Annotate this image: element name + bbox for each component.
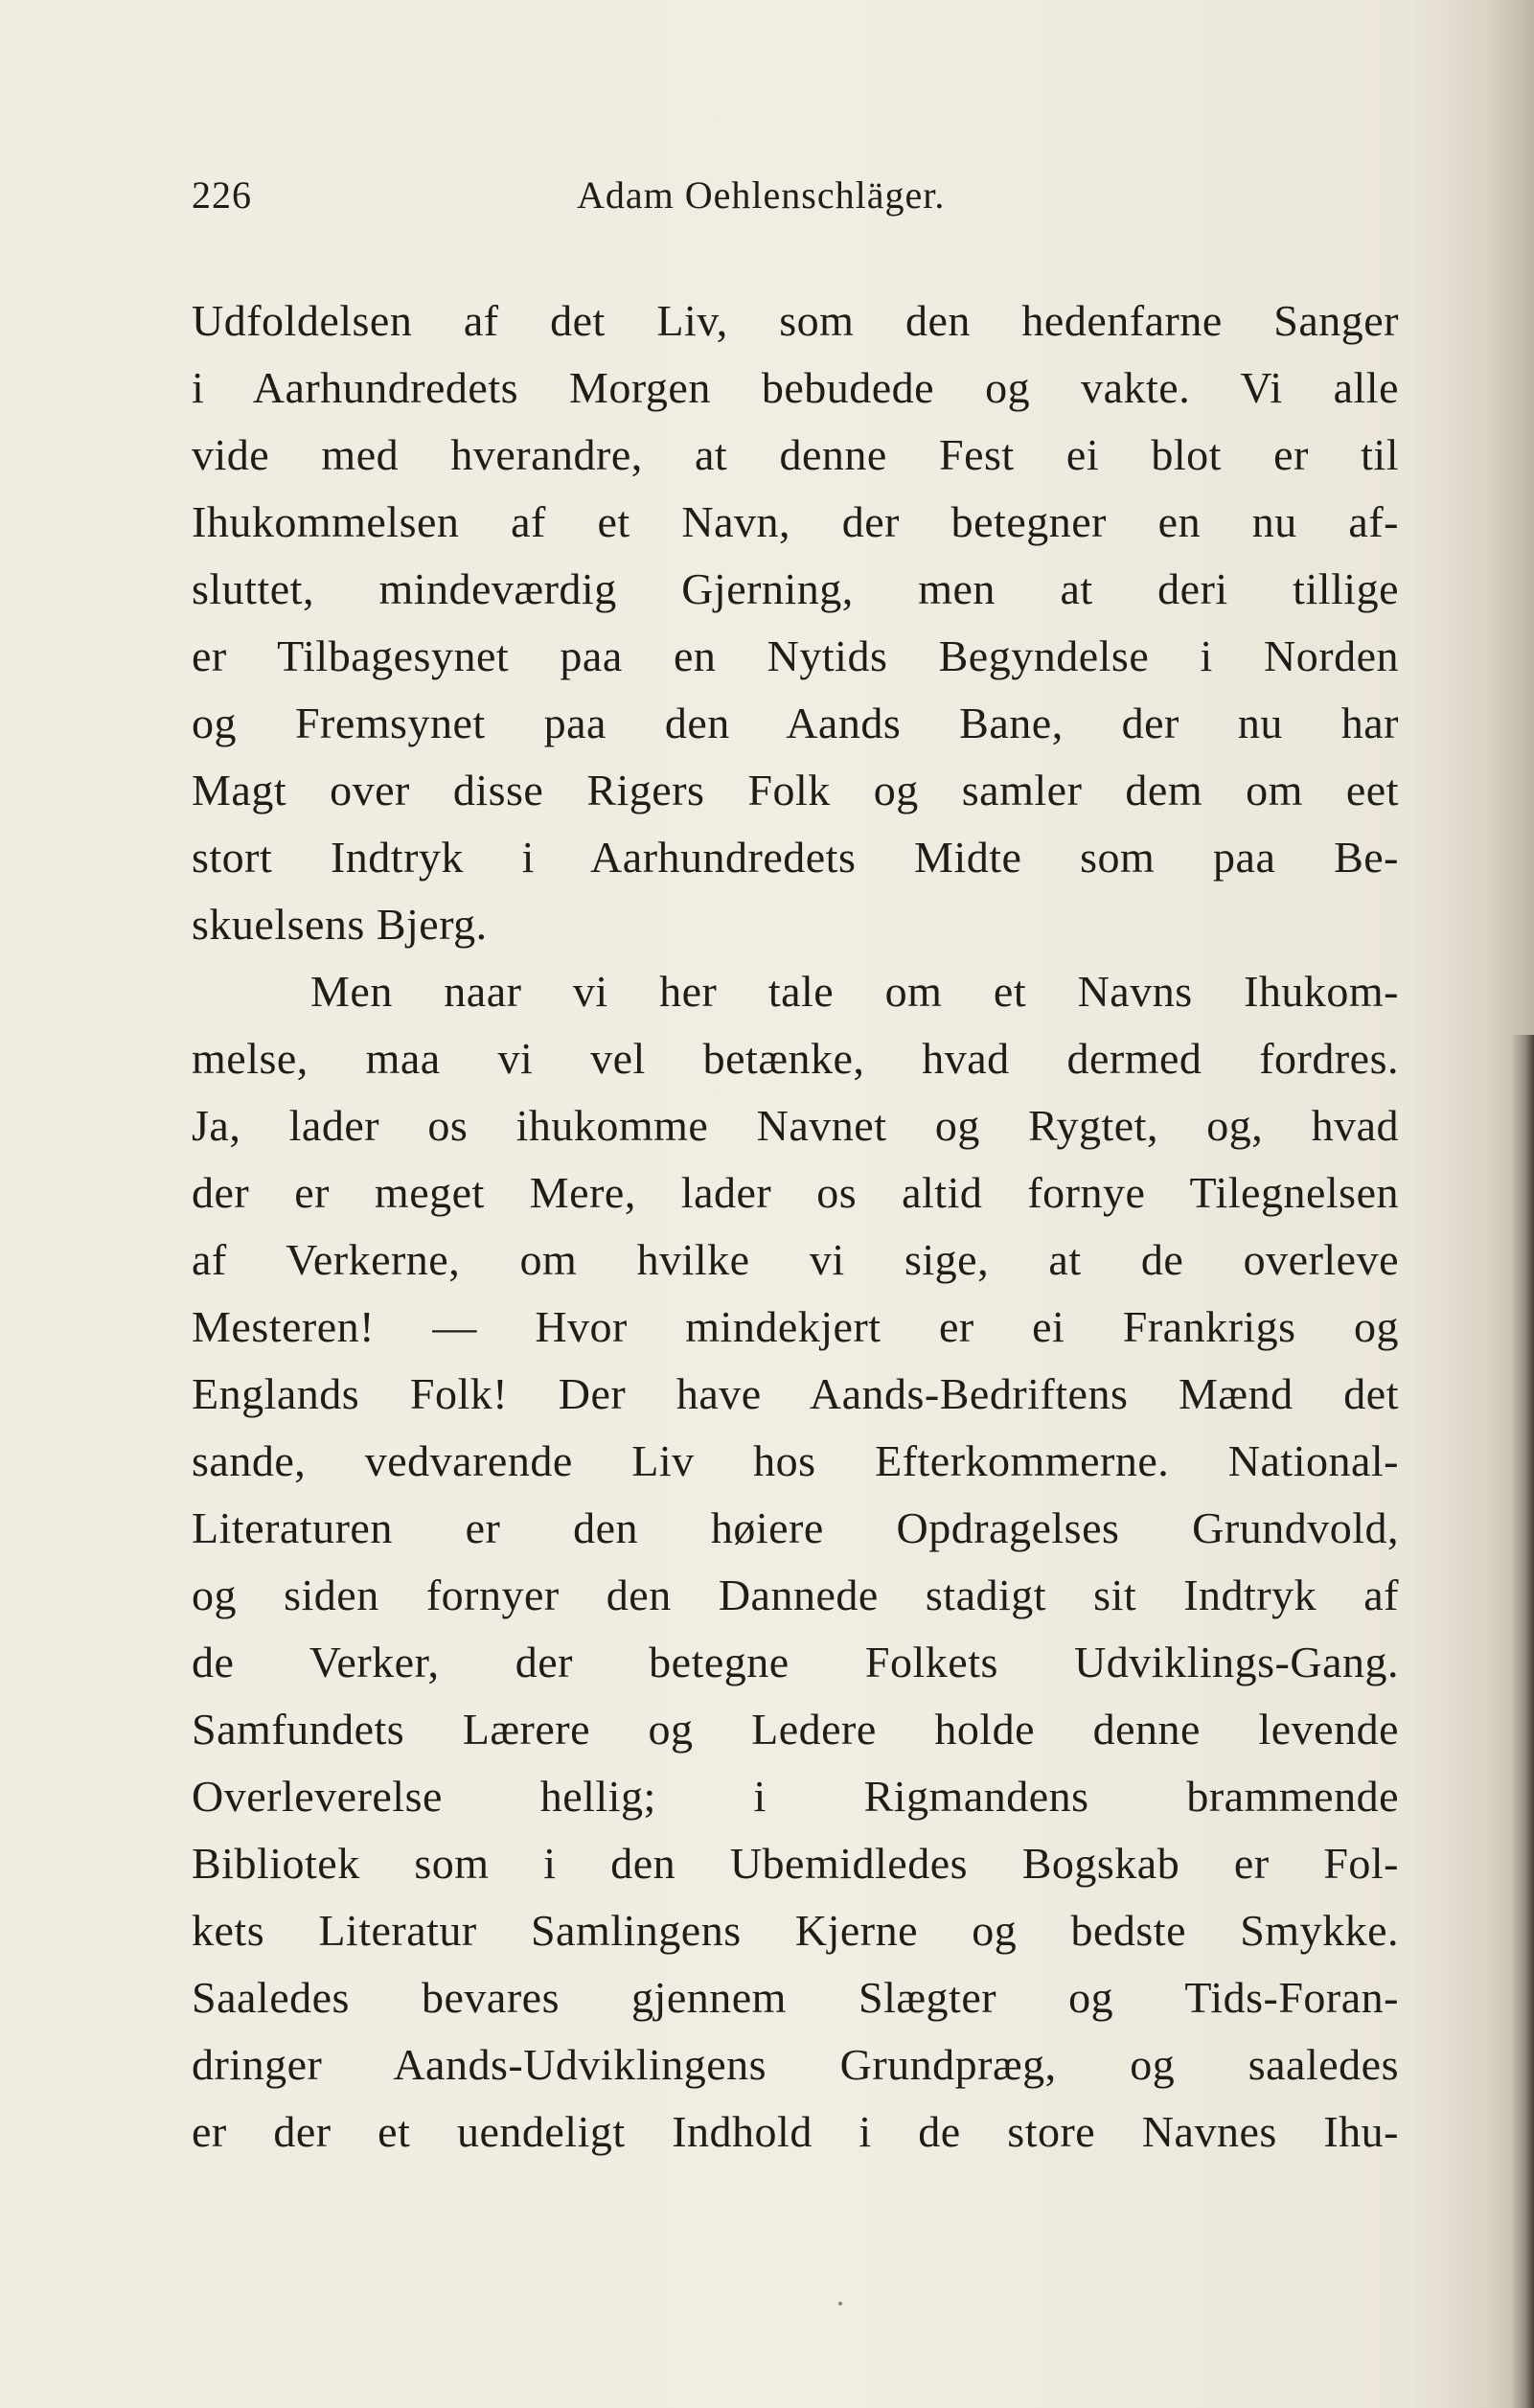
text-line: og Fremsynet paa den Aands Bane, der nu har bbox=[192, 699, 1399, 747]
text-line: sande, vedvarende Liv hos Efterkommerne. National- bbox=[192, 1436, 1399, 1485]
body-text bbox=[192, 287, 1399, 2166]
text-line: af Verkerne, om hvilke vi sige, at de overleve bbox=[192, 1235, 1399, 1284]
page-edge-shadow bbox=[1511, 1035, 1534, 2408]
text-line: Magt over disse Rigers Folk og samler dem om eet bbox=[192, 766, 1399, 814]
text-line: Englands Folk! Der have Aands-Bedriftens Mænd det bbox=[192, 1369, 1399, 1418]
text-line: er Tilbagesynet paa en Nytids Begyndelse i Norden bbox=[192, 631, 1399, 680]
text-line: stort Indtryk i Aarhundredets Midte som paa Be- bbox=[192, 833, 1399, 882]
page-number: 226 bbox=[192, 173, 252, 217]
text-line: Saaledes bevares gjennem Slægter og Tids-Foran- bbox=[192, 1973, 1399, 2022]
paper-speck bbox=[838, 2302, 842, 2305]
text-line: kets Literatur Samlingens Kjerne og bedste Smykke. bbox=[192, 1906, 1399, 1955]
running-title: Adam Oehlenschläger. bbox=[577, 173, 946, 217]
text-line: Ja, lader os ihukomme Navnet og Rygtet, og, hvad bbox=[192, 1101, 1399, 1150]
text-line: Overleverelse hellig; i Rigmandens brammende bbox=[192, 1772, 1399, 1821]
text-line: i Aarhundredets Morgen bebudede og vakte. Vi alle bbox=[192, 363, 1399, 412]
text-line: skuelsens Bjerg. bbox=[192, 900, 488, 949]
text-line: Literaturen er den høiere Opdragelses Grundvold, bbox=[192, 1503, 1399, 1552]
paragraph-start-line: Men naar vi her tale om et Navns Ihukom- bbox=[310, 967, 1399, 1016]
text-line: Bibliotek som i den Ubemidledes Bogskab er Fol- bbox=[192, 1839, 1399, 1888]
text-line: Samfundets Lærere og Ledere holde denne levende bbox=[192, 1705, 1399, 1754]
page-header bbox=[192, 172, 1399, 230]
text-line: melse, maa vi vel betænke, hvad dermed fordres. bbox=[192, 1034, 1399, 1083]
text-line: Ihukommelsen af et Navn, der betegner en nu af- bbox=[192, 497, 1399, 546]
text-line: Mesteren! — Hvor mindekjert er ei Frankrigs og bbox=[192, 1302, 1399, 1351]
text-line: Udfoldelsen af det Liv, som den hedenfarne Sanger bbox=[192, 296, 1399, 345]
text-line: der er meget Mere, lader os altid fornye Tilegnelsen bbox=[192, 1168, 1399, 1217]
text-line: er der et uendeligt Indhold i de store Navnes Ihu- bbox=[192, 2107, 1399, 2156]
text-line: sluttet, mindeværdig Gjerning, men at deri tillige bbox=[192, 564, 1399, 613]
text-line: dringer Aands-Udviklingens Grundpræg, og saaledes bbox=[192, 2040, 1399, 2089]
text-line: de Verker, der betegne Folkets Udviklings-Gang. bbox=[192, 1638, 1399, 1686]
text-line: vide med hverandre, at denne Fest ei blot er til bbox=[192, 430, 1399, 479]
text-line: og siden fornyer den Dannede stadigt sit Indtryk af bbox=[192, 1571, 1399, 1619]
